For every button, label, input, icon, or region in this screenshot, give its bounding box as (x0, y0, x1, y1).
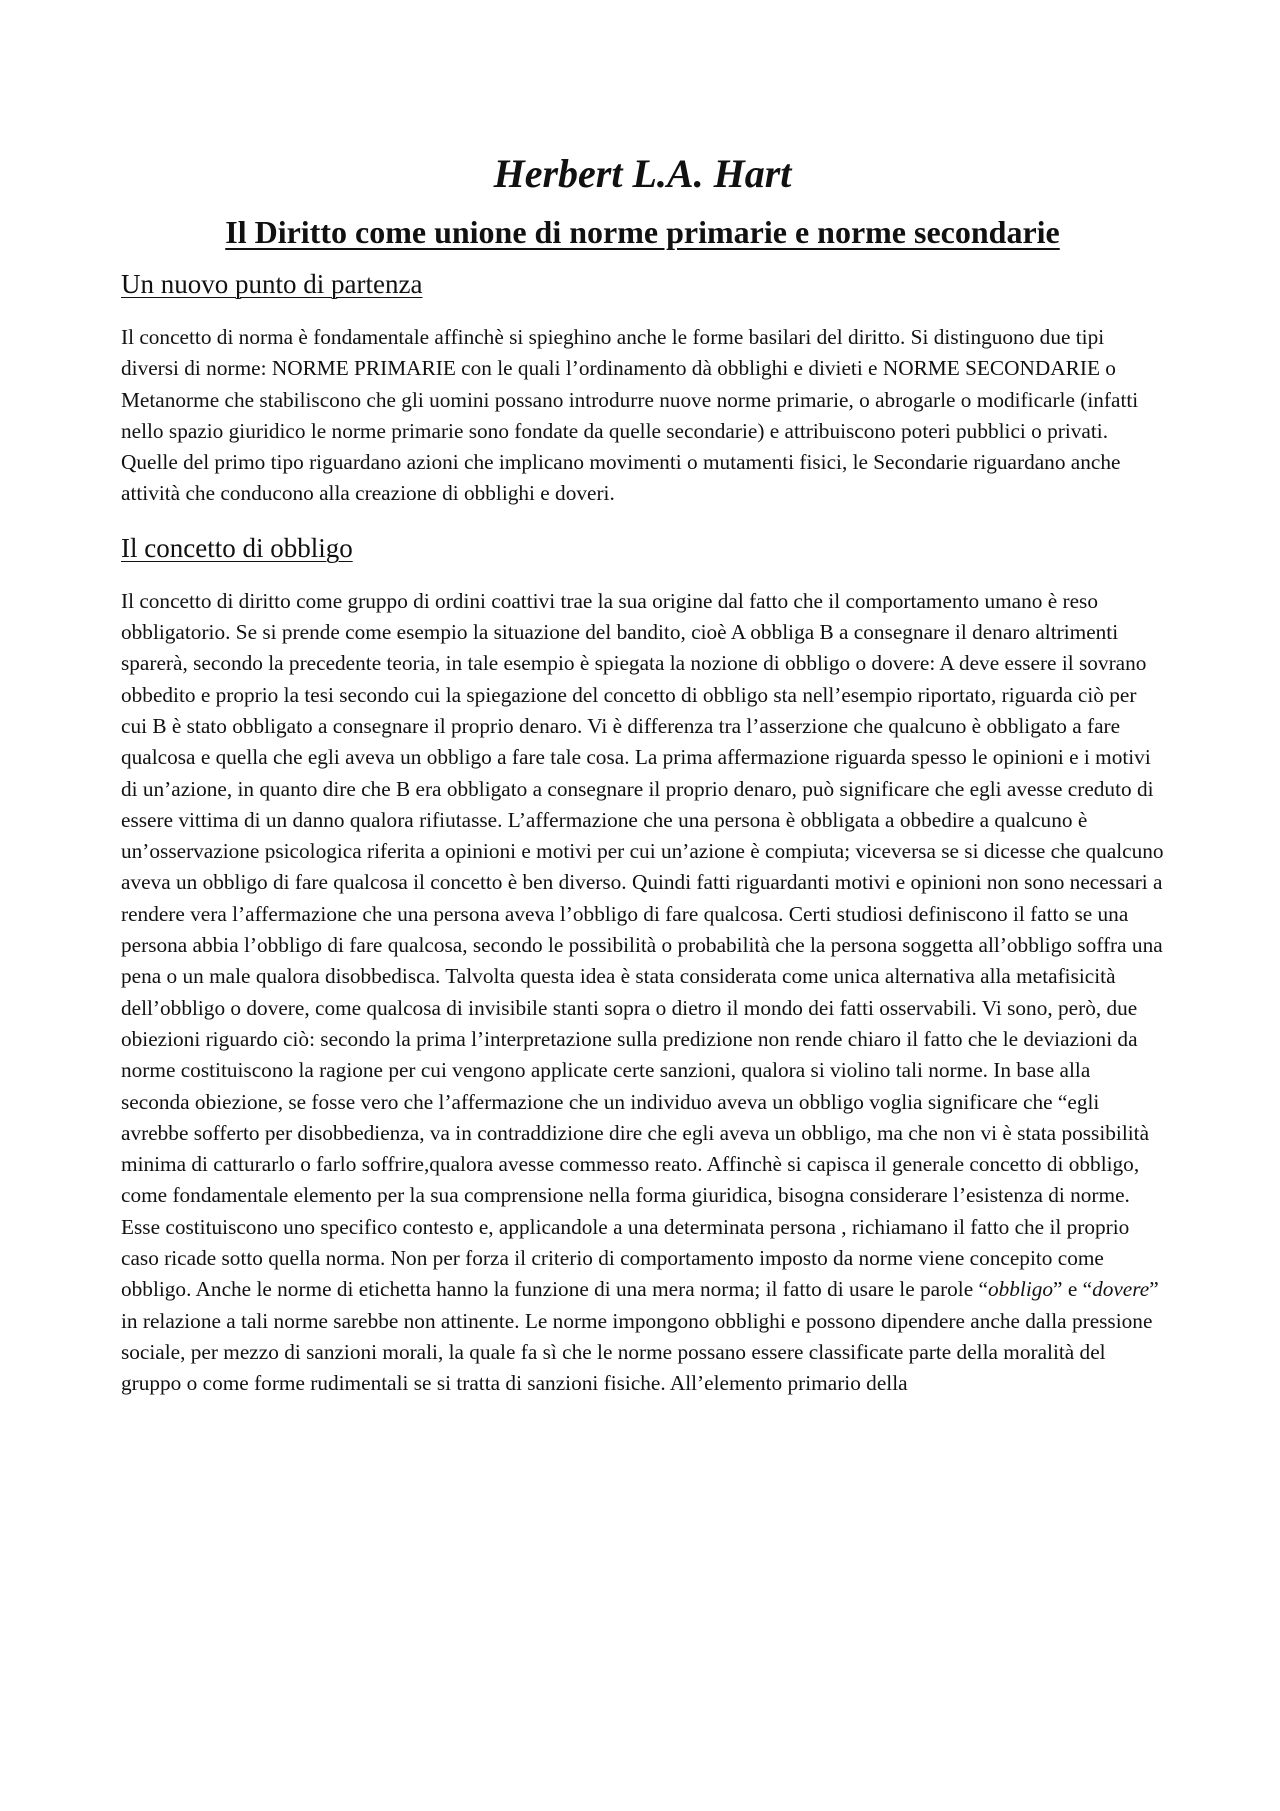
paragraph-text: in relazione a tali norme sarebbe non attinente. Le norme impongono obblighi e possono dipendere anche dalla pressione sociale, per mezzo di sanzioni morali, la quale fa sì che le norme possano essere classificate parte della moralità del gruppo o come forme rudimentali se si tratta di sanzioni fisiche. All’elemento primario della (121, 1308, 1153, 1396)
paragraph-text: Il concetto di diritto come gruppo di ordini coattivi trae la sua origine dal fatto che il comportamento umano è reso obbligatorio. Se si prende come esempio la situazione del bandito, cioè A obbliga B a consegnare il denaro altrimenti sparerà, secondo la precedente teoria, in tale esempio è spiegata la nozione di obbligo o dovere: A deve essere il sovrano obbedito e proprio la tesi secondo cui la spiegazione del concetto di obbligo sta nell’esempio riportato, riguarda ciò per cui B è stato obbligato a consegnare il proprio denaro. Vi è differenza tra l’asserzione che qualcuno è obbligato a fare qualcosa e quella che egli aveva un obbligo a fare tale cosa. La prima affermazione riguarda spesso le opinioni e i motivi di un’azione, in quanto dire che B era obbligato a consegnare il proprio denaro, può significare che egli avesse creduto di essere vittima di un danno qualora rifiutasse. L’affermazione che una persona è obbligata a obbedire a qualcuno è un’osservazione psicologica riferita a opinioni e motivi per cui un’azione è compiuta; viceversa se si dicesse che qualcuno aveva un obbligo di fare qualcosa il concetto è ben diverso. Quindi fatti riguardanti motivi e opinioni non sono necessari a rendere vera l’affermazione che una persona aveva l’obbligo di fare qualcosa. Certi studiosi definiscono il fatto se una persona abbia l’obbligo di fare qualcosa, secondo le possibilità o probabilità che la persona soggetta all’obbligo soffra una pena o un male qualora disobbedisca. Talvolta questa idea è stata considerata come unica alternativa alla metafisicità dell’obbligo o dovere, come qualcosa di invisibile stanti sopra o dietro il mondo dei fatti osservabili. Vi sono, però, due obiezioni riguardo ciò: secondo la prima l’interpretazione sulla predizione non rende chiaro il fatto che le deviazioni da norme costituiscono la ragione per cui vengono applicate certe sanzioni, qualora si violino tali norme. In base alla seconda obiezione, se fosse vero che l’affermazione che un individuo aveva un obbligo voglia significare che “egli avrebbe sofferto per disobbedienza, va in contraddizione dire che egli aveva un obbligo, ma che non vi è stata possibilità minima di catturarlo o farlo soffrire,qualora avesse commesso reato. Affinchè si capisca il generale concetto di obbligo, come fondamentale elemento per la sua comprensione nella forma giuridica, bisogna considerare l’esistenza di norme. Esse costituiscono uno specifico contesto e, applicandole a una determinata persona , richiamano il fatto che il proprio caso ricade sotto quella norma. Non per forza il criterio di comportamento imposto da norme viene concepito come obbligo. Anche le norme di etichetta hanno la funzione di una mera norma; il fatto di usare le parole (121, 588, 1164, 1302)
section-new-starting-point (121, 266, 1164, 510)
emphasized-term: dovere (1092, 1277, 1150, 1302)
emphasized-term: obbligo (987, 1277, 1054, 1302)
document-title: Herbert L.A. Hart (493, 151, 792, 196)
section-paragraph (121, 586, 1164, 1400)
section-heading: Il concetto di obbligo (121, 532, 353, 563)
section-paragraph: Il concetto di norma è fondamentale affinchè si spieghino anche le forme basilari del diritto. Si distinguono due tipi diversi di norme: NORME PRIMARIE con le quali l’ordinamento dà obblighi e divieti e NORME SECONDARIE o Metanorme che stabiliscono che gli uomini possano introdurre nuove norme primarie, o abrogarle o modificarle (infatti nello spazio giuridico le norme primarie sono fondate da quelle secondarie) e attribuiscono poteri pubblici o privati. Quelle del primo tipo riguardano azioni che implicano movimenti o mutamenti fisici, le Secondarie riguardano anche attività che conducono alla creazione di obblighi e doveri. (121, 325, 1139, 506)
quote-mark: ” (1149, 1277, 1159, 1302)
section-concept-of-obligation (121, 530, 1164, 1400)
document-subtitle: Il Diritto come unione di norme primarie e norme secondarie (225, 214, 1060, 250)
paragraph-text: e (1062, 1277, 1083, 1302)
quote-mark: “ (1082, 1277, 1093, 1302)
section-heading: Un nuovo punto di partenza (121, 269, 423, 299)
quote-mark: “ (978, 1277, 988, 1302)
document-page (121, 150, 1164, 1420)
quote-mark: ” (1053, 1277, 1063, 1302)
